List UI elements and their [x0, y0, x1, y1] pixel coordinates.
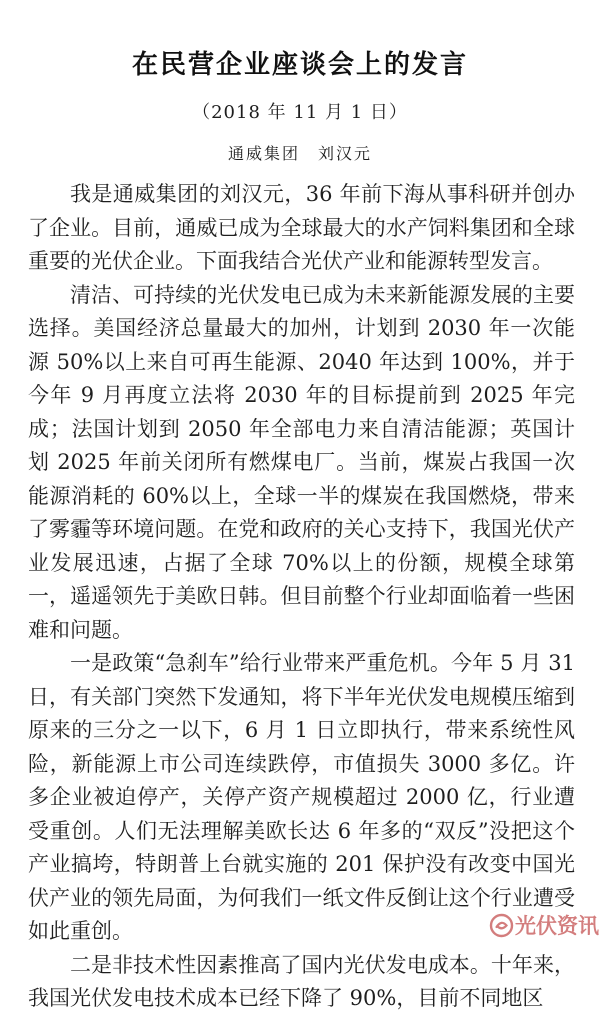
document-byline: 通威集团 刘汉元 [227, 144, 372, 163]
paragraph-policy-brake: 一是政策“急刹车”给行业带来严重危机。今年 5 月 31 日，有关部门突然下发通知，将下半年光伏发电规模压缩到原来的三分之一以下，6 月 1 日立即执行，带来系统性风险，新能源上市公司连续跌停，市值损失 3000 多亿。许多企业被迫停产，关停产资产规模超过 2000 亿，行业遭受重创。人们无法理解美欧长达 6 年多的“双反”没把这个产业搞垮，特朗普上台就实施的 201 保护没有改变中国光伏产业的领先局面，为何我们一纸文件反倒让这个行业遭受如此重创。 [28, 651, 575, 943]
paragraph-non-technical-cost: 二是非技术性因素推高了国内光伏发电成本。十年来，我国光伏发电技术成本已经下降了 90%，目前不同地区 [28, 952, 575, 1010]
document-body [0, 178, 600, 1016]
document-title: 在民营企业座谈会上的发言 [131, 50, 468, 80]
document-date: （2018 年 11 月 1 日） [192, 102, 408, 123]
watermark-text: 光伏资讯 [515, 914, 599, 938]
paragraph-clean-energy: 清洁、可持续的光伏发电已成为未来新能源发展的主要选择。美国经济总量最大的加州，计划到 2030 年一次能源 50%以上来自可再生能源、2040 年达到 100%，并于今年 9 月再度立法将 2030 年的目标提前到 2025 年完成；法国计划到 2050 年全部电力来自清洁能源；英国计划 2025 年前关闭所有燃煤电厂。当前，煤炭占我国一次能源消耗的 60%以上，全球一半的煤炭在我国燃烧，带来了雾霾等环境问题。在党和政府的关心支持下，我国光伏产业发展迅速，占据了全球 70%以上的份额，规模全球第一，遥遥领先于美欧日韩。但目前整个行业却面临着一些困难和问题。 [28, 282, 575, 642]
paragraph-intro: 我是通威集团的刘汉元，36 年前下海从事科研并创办了企业。目前，通威已成为全球最大的水产饲料集团和全球重要的光伏企业。下面我结合光伏产业和能源转型发言。 [28, 182, 575, 273]
